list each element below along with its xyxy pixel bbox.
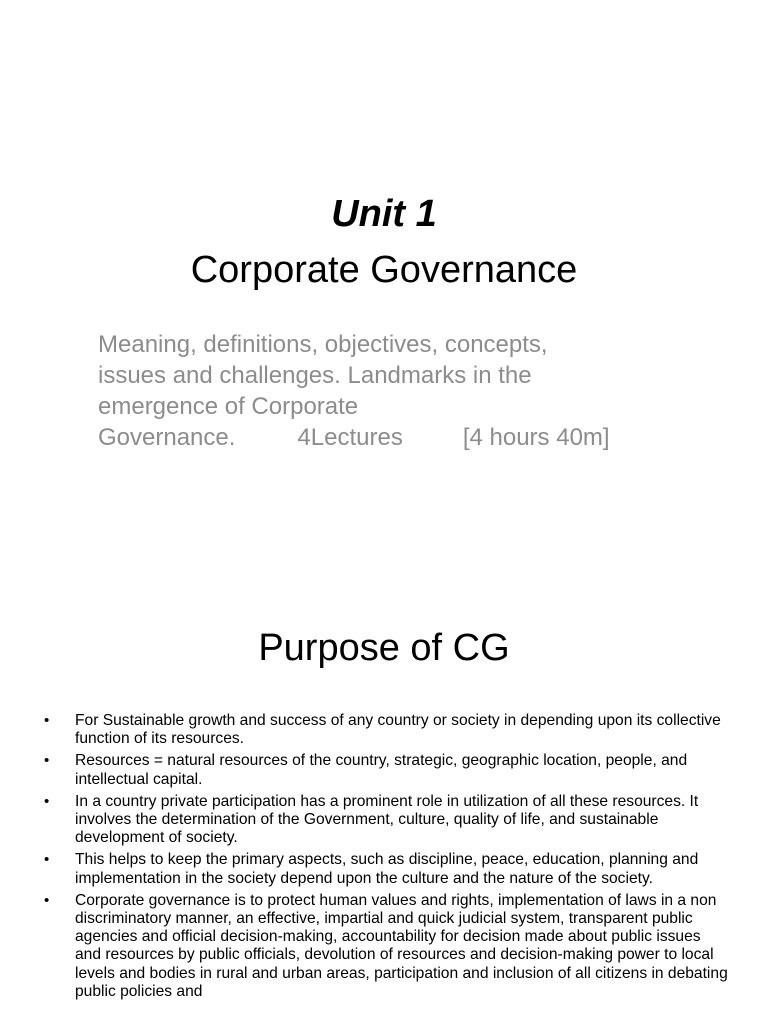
subtitle-line: Meaning, definitions, objectives, concepts,: [98, 331, 548, 358]
slide-title: Corporate Governance: [190, 249, 578, 291]
subtitle-line-last: [98, 422, 718, 453]
subtitle-lectures: 4Lectures: [297, 424, 403, 451]
bullet-text: This helps to keep the primary aspects, such as discipline, peace, education, planning and implementation in the society depend upon the culture and the nature of the society.: [75, 851, 699, 887]
bullet-text: Corporate governance is to protect human values and rights, implementation of laws in a non discriminatory manner, an effective, impartial and quick judicial system, transparent public agencies and official decision-making, accountability for decision made about public issues and resources by public officials, devolution of resources and decision-making power to local levels and bodies in rural and urban areas, participation and inclusion of all citizens in debating public policies and: [75, 891, 728, 1000]
unit-title: Unit 1: [331, 193, 437, 235]
list-item: [0, 793, 768, 848]
list-item: [0, 892, 768, 1001]
list-item: [0, 752, 768, 788]
slide-purpose-of-cg: [0, 576, 768, 1024]
subtitle-line: issues and challenges. Landmarks in the: [98, 362, 532, 389]
list-item: [0, 851, 768, 887]
bullet-icon: •: [44, 891, 50, 909]
list-item: [0, 712, 768, 748]
bullet-icon: •: [44, 752, 50, 770]
bullet-text: In a country private participation has a prominent role in utilization of all these resources. It involves the determination of the Government, culture, quality of life, and sustainable development of society.: [75, 792, 699, 847]
subtitle-line: emergence of Corporate: [98, 393, 359, 420]
bullet-icon: •: [44, 712, 50, 729]
bullet-text: Resources = natural resources of the country, strategic, geographic location, people, and intellectual capital.: [75, 752, 688, 788]
slide-subtitle: [98, 329, 718, 453]
subtitle-governance: Governance.: [98, 424, 236, 451]
bullet-list: [0, 712, 768, 1005]
slide-title: Purpose of CG: [258, 627, 510, 669]
bullet-text: For Sustainable growth and success of any country or society in depending upon its collective function of its resources.: [75, 712, 721, 748]
subtitle-hours: [4 hours 40m]: [462, 424, 610, 451]
bullet-icon: •: [44, 851, 50, 869]
bullet-icon: •: [44, 792, 50, 810]
